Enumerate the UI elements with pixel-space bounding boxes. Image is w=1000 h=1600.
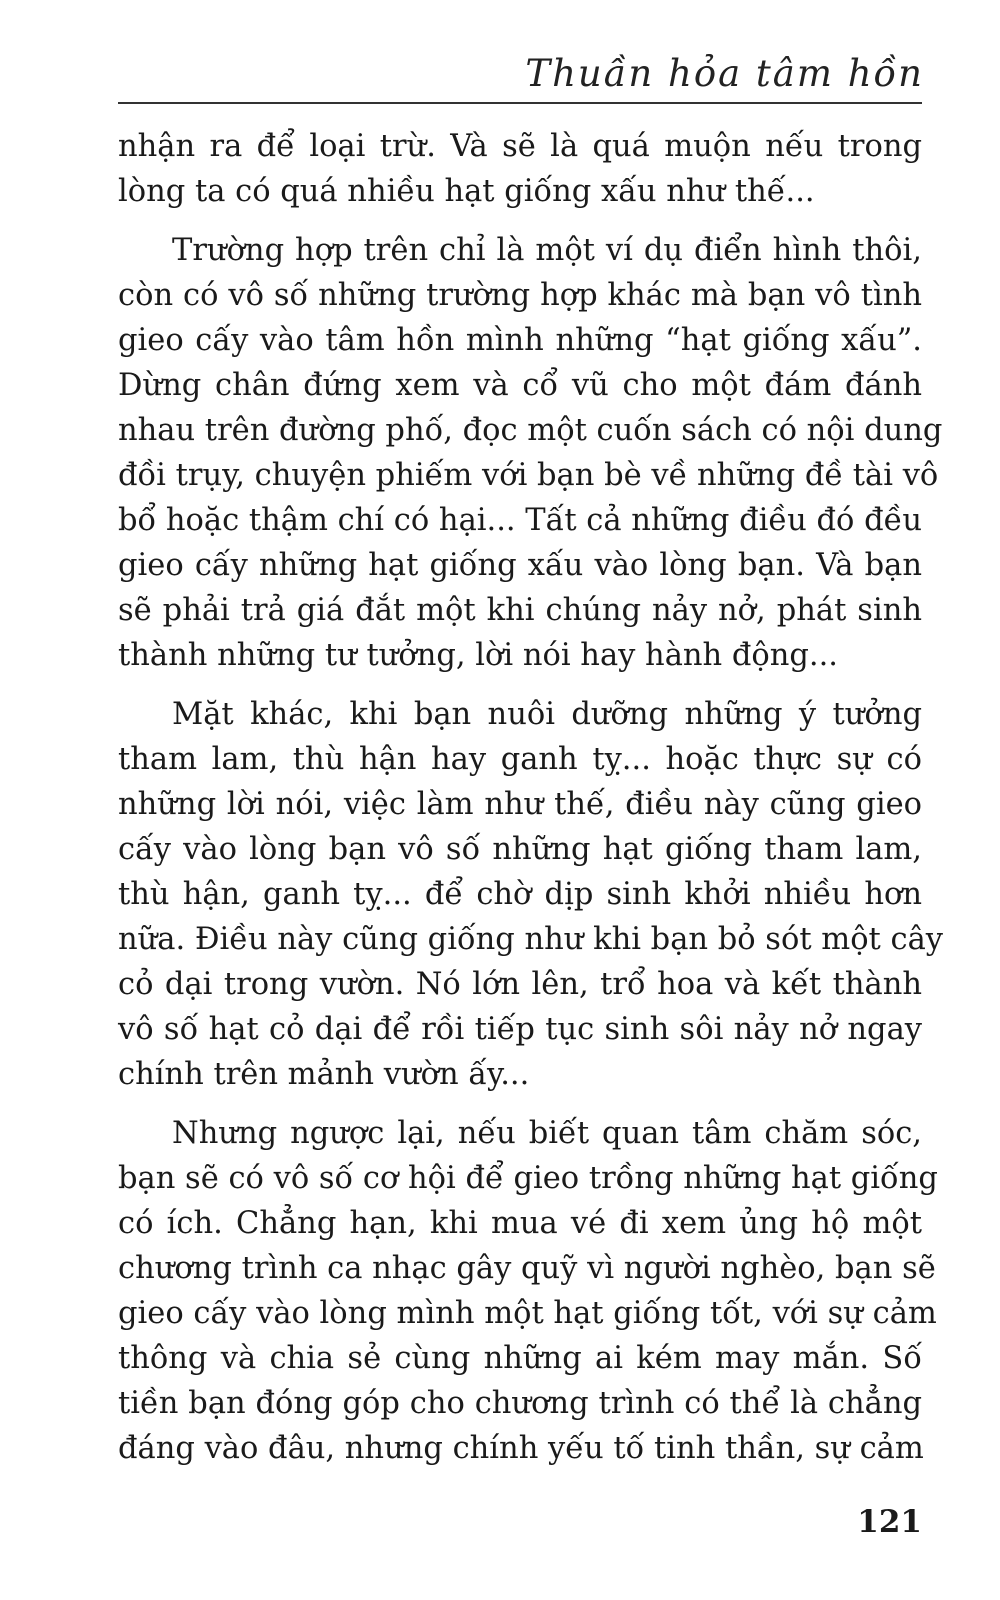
text-line: gieo cấy những hạt giống xấu vào lòng bạn. Và bạn bbox=[118, 548, 922, 583]
text-line: thù hận, ganh tỵ... để chờ dịp sinh khởi nhiều hơn bbox=[118, 877, 922, 912]
text-line: còn có vô số những trường hợp khác mà bạn vô tình bbox=[118, 278, 922, 313]
text-line: thông và chia sẻ cùng những ai kém may mắn. Số bbox=[118, 1341, 922, 1376]
text-line: bổ hoặc thậm chí có hại... Tất cả những điều đó đều bbox=[118, 503, 922, 538]
text-line: bạn sẽ có vô số cơ hội để gieo trồng những hạt giống bbox=[118, 1161, 938, 1196]
text-line: lòng ta có quá nhiều hạt giống xấu như thế... bbox=[118, 174, 815, 209]
text-line: nữa. Điều này cũng giống như khi bạn bỏ sót một cây bbox=[118, 922, 944, 957]
text-line: tiền bạn đóng góp cho chương trình có thể là chẳng bbox=[118, 1386, 922, 1421]
paragraph bbox=[118, 1111, 938, 1471]
page-body-text bbox=[118, 124, 944, 1485]
text-line: những lời nói, việc làm như thế, điều này cũng gieo bbox=[118, 787, 922, 822]
text-line: gieo cấy vào tâm hồn mình những “hạt giống xấu”. bbox=[118, 323, 922, 358]
text-line: cấy vào lòng bạn vô số những hạt giống tham lam, bbox=[118, 832, 922, 867]
text-line: chương trình ca nhạc gây quỹ vì người nghèo, bạn sẽ bbox=[118, 1251, 936, 1286]
header-divider bbox=[118, 102, 922, 104]
running-header-title: Thuần hỏa tâm hồn bbox=[525, 52, 924, 95]
text-line: Trường hợp trên chỉ là một ví dụ điển hình thôi, bbox=[172, 233, 922, 268]
text-line: đồi trụy, chuyện phiếm với bạn bè về những đề tài vô bbox=[118, 458, 939, 493]
page-number: 121 bbox=[857, 1504, 922, 1540]
paragraph bbox=[118, 228, 943, 678]
text-line: Mặt khác, khi bạn nuôi dưỡng những ý tưởng bbox=[172, 697, 922, 732]
text-line: nhận ra để loại trừ. Và sẽ là quá muộn nếu trong bbox=[118, 129, 922, 164]
text-line: Nhưng ngược lại, nếu biết quan tâm chăm sóc, bbox=[172, 1116, 922, 1151]
text-line: chính trên mảnh vườn ấy... bbox=[118, 1057, 530, 1092]
text-line: thành những tư tưởng, lời nói hay hành động... bbox=[118, 638, 838, 673]
text-line: đáng vào đâu, nhưng chính yếu tố tinh thần, sự cảm bbox=[118, 1431, 924, 1466]
text-line: tham lam, thù hận hay ganh tỵ... hoặc thực sự có bbox=[118, 742, 922, 777]
text-line: Dừng chân đứng xem và cổ vũ cho một đám đánh bbox=[118, 368, 922, 403]
text-line: cỏ dại trong vườn. Nó lớn lên, trổ hoa và kết thành bbox=[118, 967, 922, 1002]
paragraph bbox=[118, 692, 944, 1097]
text-line: gieo cấy vào lòng mình một hạt giống tốt, với sự cảm bbox=[118, 1296, 937, 1331]
text-line: sẽ phải trả giá đắt một khi chúng nảy nở, phát sinh bbox=[118, 593, 922, 628]
paragraph bbox=[118, 124, 922, 214]
text-line: nhau trên đường phố, đọc một cuốn sách có nội dung bbox=[118, 413, 943, 448]
text-line: có ích. Chẳng hạn, khi mua vé đi xem ủng hộ một bbox=[118, 1206, 922, 1241]
text-line: vô số hạt cỏ dại để rồi tiếp tục sinh sôi nảy nở ngay bbox=[118, 1012, 922, 1047]
